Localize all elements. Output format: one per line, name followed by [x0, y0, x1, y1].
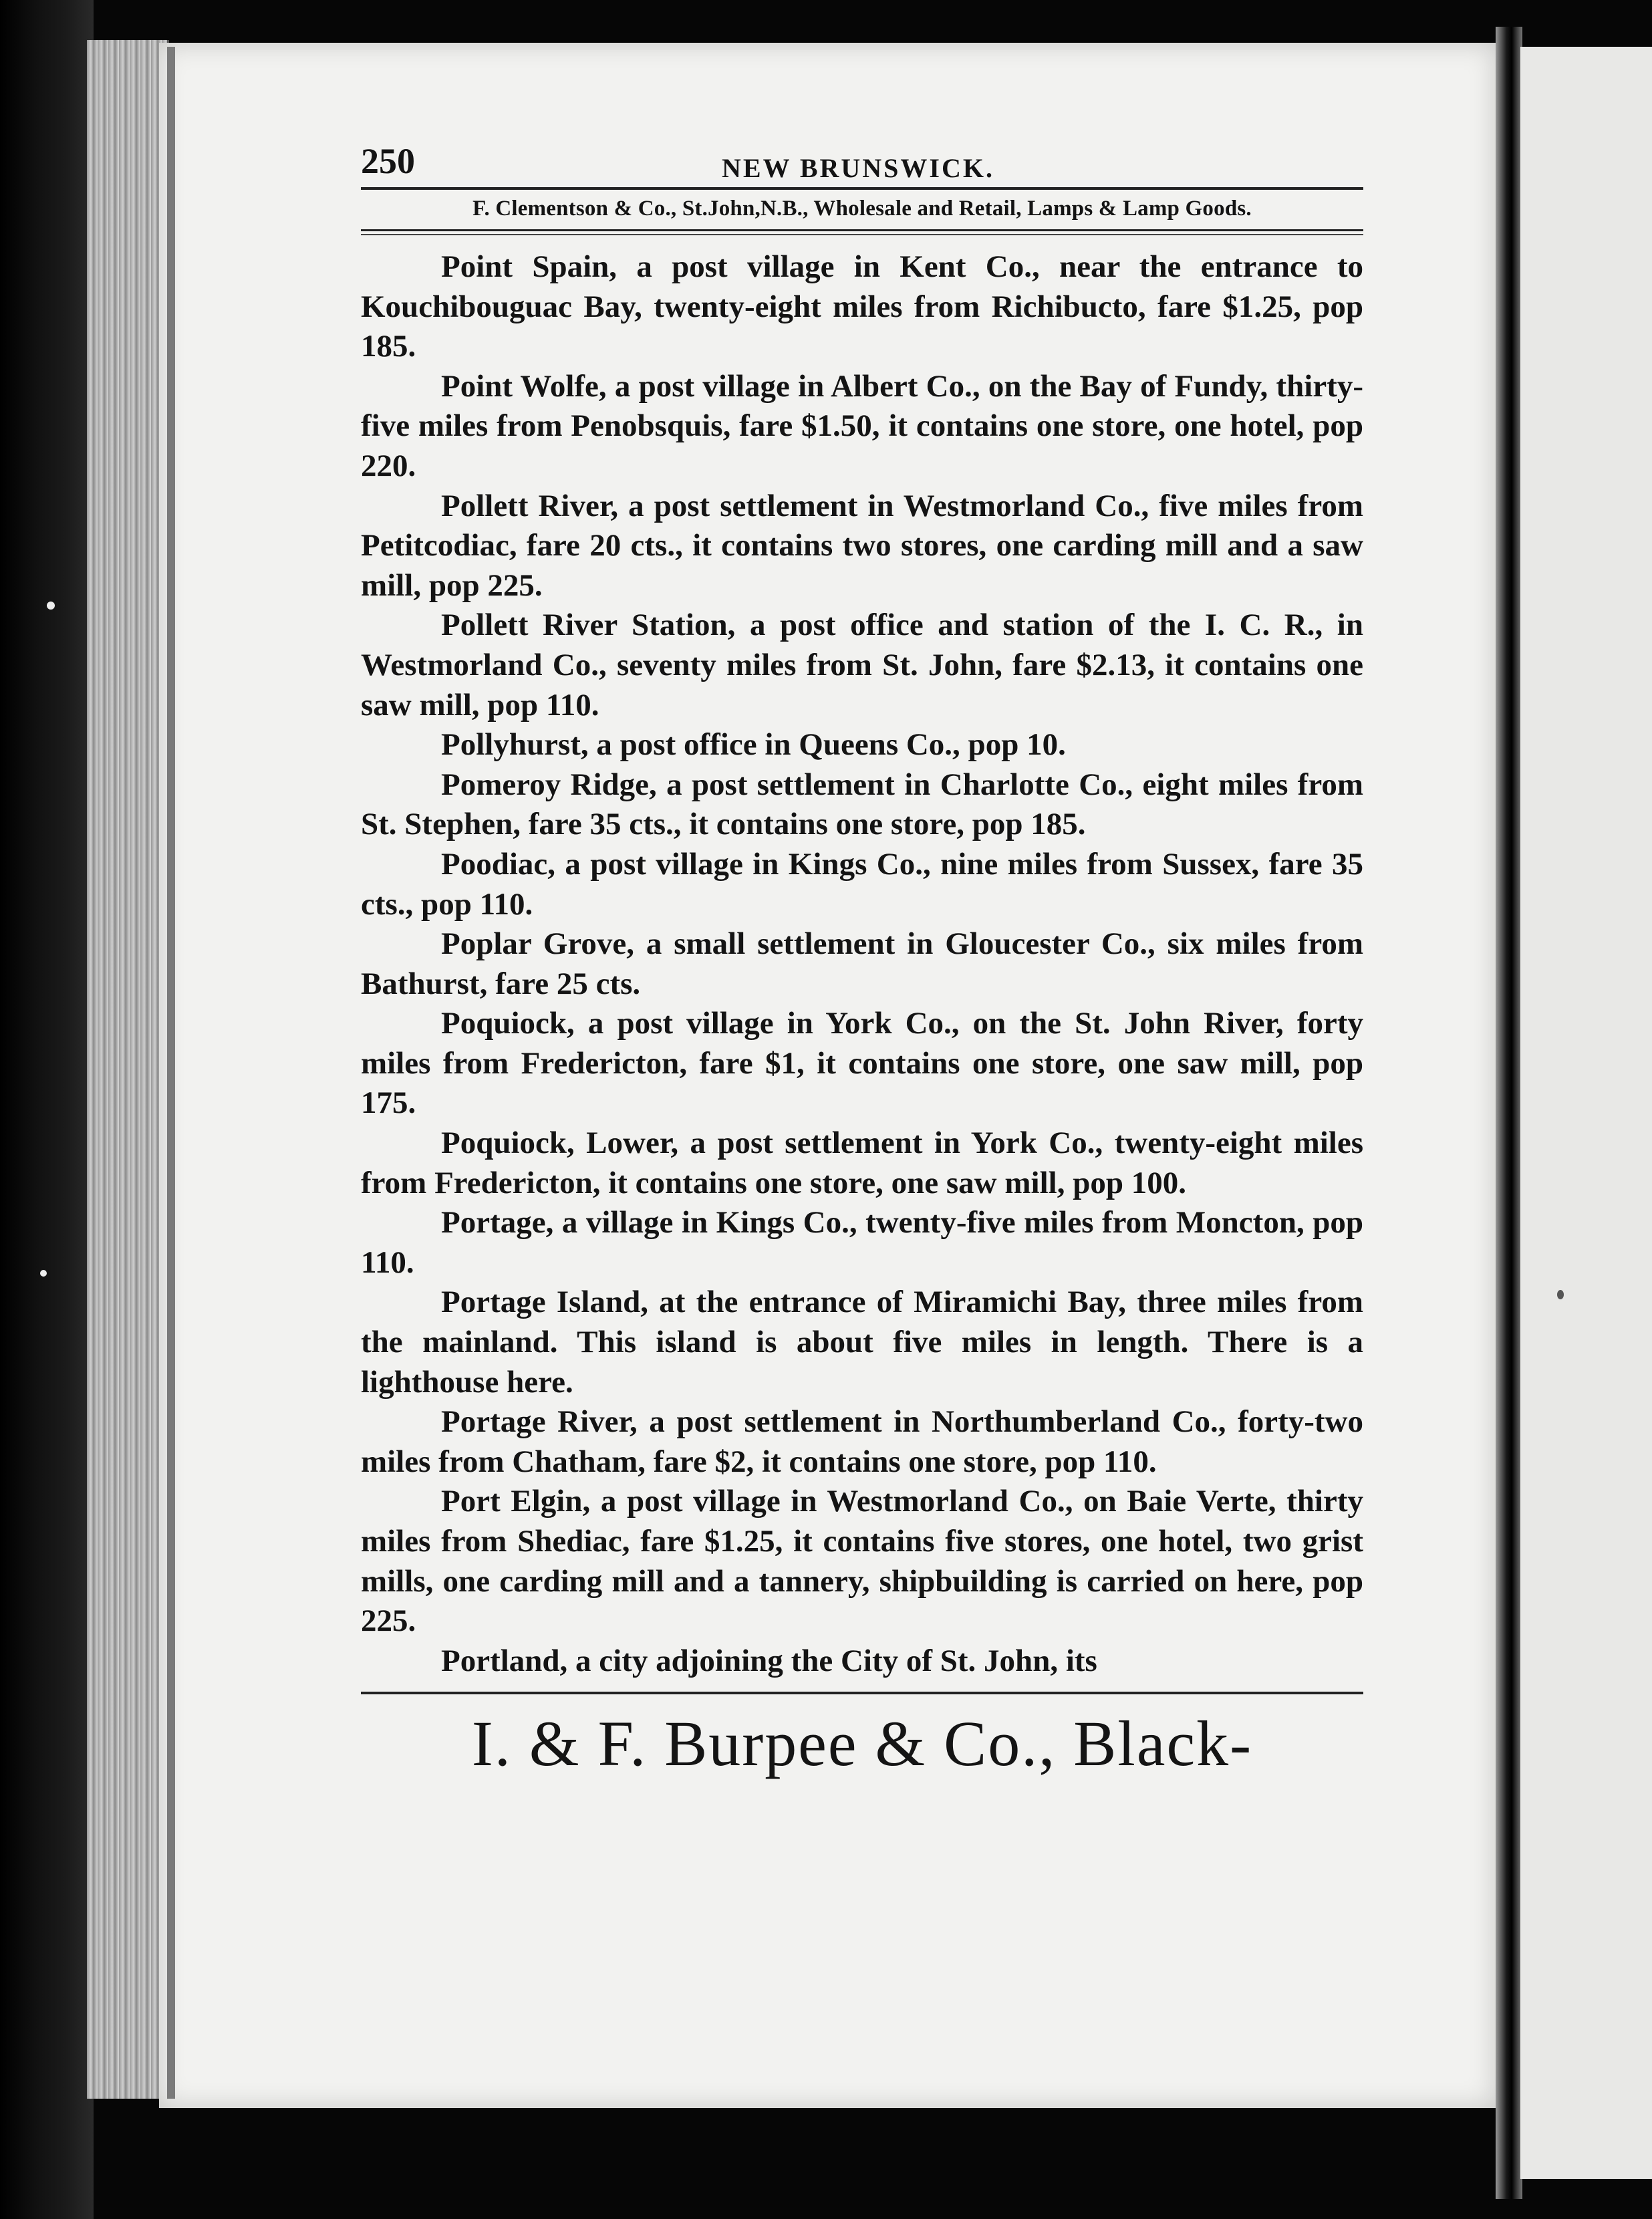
entry-poquiock: Poquiock, a post village in York Co., on the St. John River, forty miles from Fredericton, fare $1, it contains one store, one saw mill, pop 175. — [361, 1006, 1363, 1121]
entry-poodiac: Poodiac, a post village in Kings Co., nine miles from Sussex, fare 35 cts., pop 110. — [361, 846, 1363, 922]
scan-speck — [47, 602, 55, 610]
gazetteer-entries — [361, 247, 1363, 1681]
entry-portage-river: Portage River, a post settlement in Northumberland Co., forty-two miles from Chatham, fare $2, it contains one store, pop 110. — [361, 1404, 1363, 1479]
scan-speck — [40, 1270, 47, 1277]
page-number: 250 — [361, 141, 415, 181]
page-margin-edge — [167, 47, 175, 2099]
entry-port-elgin: Port Elgin, a post village in Westmorland Co., on Baie Verte, thirty miles from Shediac, fare $1.25, it contains five stores, one hotel, two grist mills, one carding mill and a tannery, shipbuilding is carried on here, pop 225. — [361, 1484, 1363, 1639]
book-gutter — [1496, 27, 1522, 2199]
entry-point-spain: Point Spain, a post village in Kent Co., near the entrance to Kouchibouguac Bay, twenty-eight miles from Richibucto, fare $1.25, pop 185. — [361, 249, 1363, 364]
entry-poplar-grove: Poplar Grove, a small settlement in Gloucester Co., six miles from Bathurst, fare 25 cts. — [361, 926, 1363, 1001]
page-header — [361, 134, 1363, 187]
page-content — [361, 134, 1363, 1781]
entry-pollett-river: Pollett River, a post settlement in Westmorland Co., five miles from Petitcodiac, fare 20 cts., it contains two stores, one carding mill and a saw mill, pop 225. — [361, 488, 1363, 603]
bottom-advertisement: I. & F. Burpee & Co., Black- — [471, 1708, 1253, 1780]
running-head: NEW BRUNSWICK. — [722, 153, 994, 183]
entry-pollett-river-station: Pollett River Station, a post office and station of the I. C. R., in Westmorland Co., seventy miles from St. John, fare $2.13, it contains one saw mill, pop 110. — [361, 608, 1363, 723]
entry-portage-island: Portage Island, at the entrance of Miramichi Bay, three miles from the mainland. This island is about five miles in length. There is a lighthouse here. — [361, 1285, 1363, 1400]
entry-point-wolfe: Point Wolfe, a post village in Albert Co., on the Bay of Fundy, thirty-five miles from Penobsquis, fare $1.50, it contains one store, one hotel, pop 220. — [361, 368, 1363, 483]
advertisement-rule — [361, 229, 1363, 235]
top-advertisement: F. Clementson & Co., St.John,N.B., Wholesale and Retail, Lamps & Lamp Goods. — [472, 197, 1252, 221]
entry-portland: Portland, a city adjoining the City of St. John, its — [441, 1643, 1097, 1678]
entry-pomeroy-ridge: Pomeroy Ridge, a post settlement in Charlotte Co., eight miles from St. Stephen, fare 35 cts., it contains one store, pop 185. — [361, 767, 1363, 842]
scan-speck — [1557, 1290, 1564, 1299]
entry-pollyhurst: Pollyhurst, a post office in Queens Co., pop 10. — [441, 727, 1066, 763]
entry-poquiock-lower: Poquiock, Lower, a post settlement in York Co., twenty-eight miles from Fredericton, it contains one store, one saw mill, pop 100. — [361, 1126, 1363, 1200]
facing-page-edge — [1520, 47, 1652, 2179]
page-edges — [87, 40, 169, 2099]
book-spine — [0, 0, 94, 2219]
entry-portage: Portage, a village in Kings Co., twenty-five miles from Moncton, pop 110. — [361, 1205, 1363, 1280]
